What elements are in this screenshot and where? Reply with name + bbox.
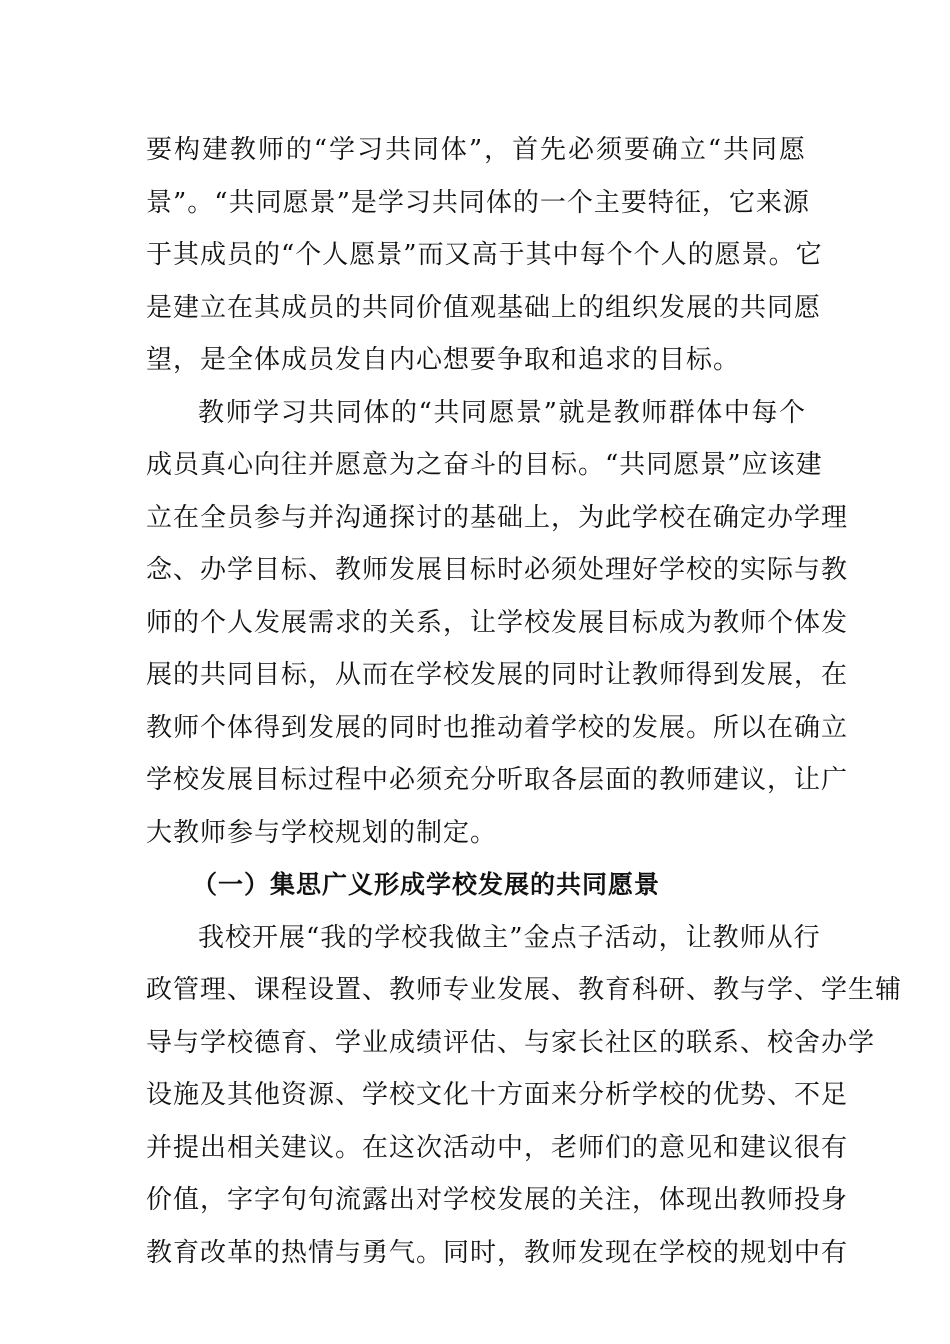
text-line: 望，是全体成员发自内心想要争取和追求的目标。 (146, 345, 741, 375)
text-line: 立在全员参与并沟通探讨的基础上，为此学校在确定办学理 (146, 502, 849, 533)
text-line: 念、办学目标、教师发展目标时必须处理好学校的实际与教 (146, 555, 849, 585)
section-heading: （一）集思广义形成学校发展的共同愿景 (192, 870, 661, 899)
text-line: 价值，字字句句流露出对学校发展的关注，体现出教师投身 (146, 1185, 849, 1215)
text-line: 于其成员的“个人愿景”而又高于其中每个个人的愿景。它 (146, 240, 823, 270)
text-line: 师的个人发展需求的关系，让学校发展目标成为教师个体发 (146, 607, 849, 638)
text-line: 成员真心向往并愿意为之奋斗的目标。“共同愿景”应该建 (146, 450, 823, 480)
text-line: 景”。“共同愿景”是学习共同体的一个主要特征，它来源 (146, 187, 810, 218)
text-line: 教育改革的热情与勇气。同时，教师发现在学校的规划中有 (146, 1237, 849, 1268)
paragraph-golden-ideas-activity (146, 912, 903, 1280)
text-line: 学校发展目标过程中必须充分听取各层面的教师建议，让广 (146, 765, 849, 795)
text-line: 是建立在其成员的共同价值观基础上的组织发展的共同愿 (146, 292, 822, 323)
text-line: 我校开展“我的学校我做主”金点子活动，让教师从行 (198, 922, 821, 953)
text-line: 展的共同目标，从而在学校发展的同时让教师得到发展，在 (146, 660, 849, 690)
text-line: 教师学习共同体的“共同愿景”就是教师群体中每个 (198, 397, 806, 428)
text-line: 设施及其他资源、学校文化十方面来分析学校的优势、不足 (146, 1080, 849, 1110)
text-line: 政管理、课程设置、教师专业发展、教育科研、教与学、学生辅 (146, 975, 903, 1005)
text-line: 导与学校德育、学业成绩评估、与家长社区的联系、校舍办学 (146, 1027, 876, 1058)
paragraph-shared-vision-intro (146, 124, 823, 387)
text-line: 要构建教师的“学习共同体”，首先必须要确立“共同愿 (146, 135, 806, 165)
text-line: 大教师参与学校规划的制定。 (146, 817, 498, 848)
text-line: 教师个体得到发展的同时也推动着学校的发展。所以在确立 (146, 712, 849, 743)
paragraph-teacher-community-vision (146, 387, 849, 860)
text-line: 并提出相关建议。在这次活动中，老师们的意见和建议很有 (146, 1132, 849, 1163)
document-page (146, 124, 903, 1279)
